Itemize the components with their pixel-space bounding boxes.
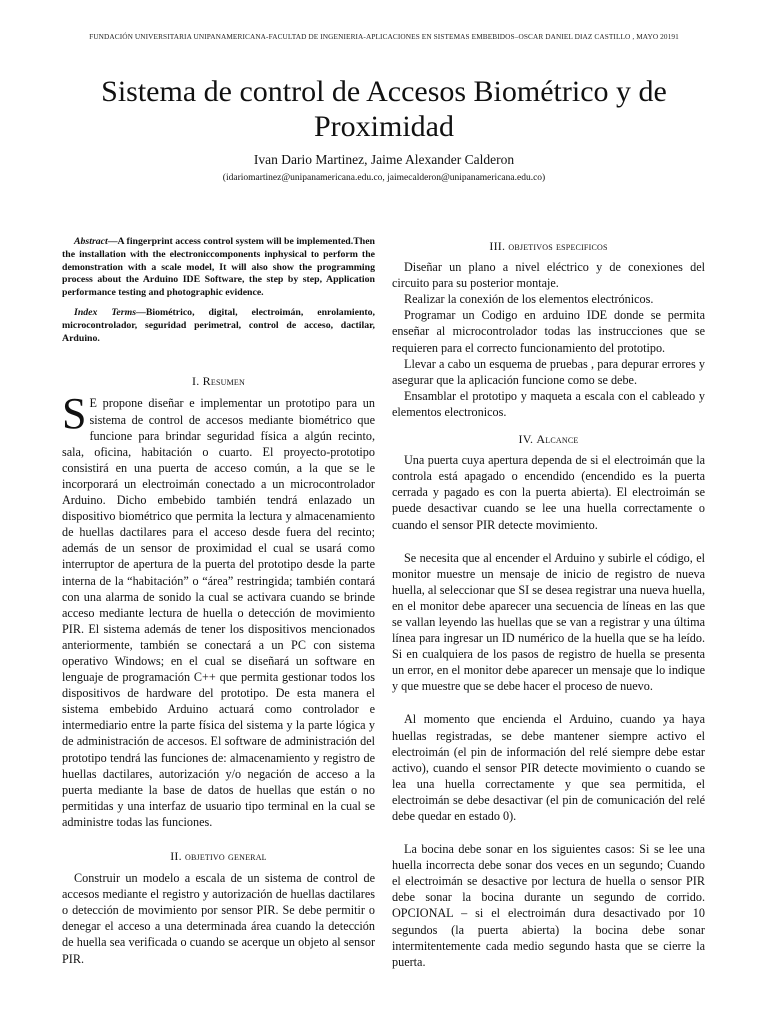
objetivo-general-text: Construir un modelo a escala de un sistema de control de accesos mediante el registro y autorización de huellas dactilares o detección de movimiento por sensor PIR. Se debe permitir o denegar el acceso a una determinada área cuando la detección de huella sea verificada o cuando se acerque un objeto al sensor PIR. [62,871,375,966]
section-title: Alcance [536,432,579,447]
abstract [62,236,375,300]
section-title: objetivos especificos [508,239,608,253]
alcance-paragraph: Al momento que encienda el Arduino, cuando ya haya huellas registradas, se debe mantener siempre activo el electroimán (el pin de información del relé siempre debe estar activo), cuando el sensor PIR detecte movimiento o cuando se lea una huella correctamente y que sea permitida, el electroimán se debe desactivar (el pin de comunicación del relé debe quedar en estado 0). [392,712,705,823]
section-title: Resumen [202,374,245,389]
authors: Ivan Dario Martinez, Jaime Alexander Calderon [253,152,515,167]
section-heading-objetivos-especificos [392,238,705,254]
section-heading-objetivo-general [62,848,375,864]
resumen-paragraph [62,389,375,830]
drop-cap: S [62,389,87,439]
running-header: FUNDACIÓN UNIVERSITARIA UNIPANAMERICANA-FACULTAD DE INGENIERIA-APLICACIONES EN SISTEMAS EMBEBIDOS–OSCAR DANIEL DIAZ CASTILLO , MAYO 20191 [89,32,679,41]
objective-item: Realizar la conexión de los elementos electrónicos. [404,292,654,307]
objective-item: Ensamblar el prototipo y maqueta a escala con el cableado y elementos electronicos. [392,388,705,419]
abstract-label: Abstract [74,236,108,247]
section-heading-alcance [392,431,705,447]
abstract-text: —A fingerprint access control system will be implemented.Then the installation with the electroniccomponents inphysical to perform the demonstration with a scale model, It will also show the programming process about the Arduino IDE Software, the step by step, Application performance testing and photographic evidence. [62,236,375,299]
alcance-paragraph: La bocina debe sonar en los siguientes casos: Si se lee una huella incorrecta debe sonar dos veces en un segundo; Cuando el electroimán se desactive por lectura de huella o sensor PIR debe sonar la bocina durante un segundo de corrido. OPCIONAL – si el electroimán dura desactivado por 10 segundos (la puerta abierta) la bocina debe sonar intermitentemente cada medio segundo hasta que se cierre la puerta. [392,842,705,969]
section-number: II. [170,849,182,863]
resumen-text: E propone diseñar e implementar un prototipo para un sistema de control de accesos mediante biométrico que funcione para brindar seguridad física a algún recinto, sala, oficina, habitación o cuarto. El proyecto-prototipo consistirá en una puerta de acceso común, a la que se le incorporará un electroimán conectado a un microcontrolador Arduino. Dicho embebido también tendrá enlazado un dispositivo biométrico que permita la lectura y almacenamiento de huellas dactilares para el acceso desde fuera del recinto; además de un sensor de proximidad el cual se usará como interruptor de apertura de la puerta del prototipo desde la parte interna de la “habitación” o “área” restringida; también contará con una alarma de sonido la cual se activara cuando se brinde acceso mediante lectura de huella o detección de movimiento PIR. El sistema además de tener los dispositivos mencionados anteriormente, también se conectará a un PC con sistema operativo Windows; en el cual se diseñará un software en lenguaje de programación C++ que permita gestionar todos los dispositivos de hardware del prototipo. De esta manera el sistema embebido Arduino actuará como controlador e intermediario entre la parte física del sistema y la parte lógica y de administración de accesos. El software de administración del prototipo tendrá las funciones de: almacenamiento y registro de huellas dactilares, autorización y/o negación de acceso a la puerta mediante la base de datos de huellas que están o no permitidas y una interfaz de usuario tipo terminal en la cual se administre todas las funciones. [62,396,375,829]
index-terms-text: —Biométrico, digital, electroimán, enrolamiento, microcontrolador, seguridad perimetral, control de acceso, dactilar, Arduino. [62,306,375,344]
objective-item: Programar un Codigo en arduino IDE donde se permita enseñar al microcontrolador todas las instrucciones que se requieren para el correcto funcionamiento del prototipo. [392,308,705,355]
alcance-paragraph: Una puerta cuya apertura dependa de si el electroimán que la controla está apagado o encendido (encendido es la puerta cerrada y pagado es con la puerta abierta). El electroimán se puede desactivar cuando se lee una huella correctamente o cuando el sensor PIR detecte movimiento. [392,453,705,532]
section-heading-resumen [62,373,375,389]
section-number: I. [192,374,200,389]
objective-item: Llevar a cabo un esquema de pruebas , para depurar errores y asegurar que la aplicación funcione como se debe. [392,356,705,387]
paper-title: Sistema de control de Accesos Biométrico y de Proximidad [101,75,667,143]
left-column [62,236,375,967]
author-emails: (idariomartinez@unipanamericana.edu.co, jaimecalderon@unipanamericana.edu.co) [222,173,546,183]
section-number: IV. [518,432,534,447]
index-terms-label: Index Terms [74,306,137,318]
section-number: III. [489,239,506,253]
alcance-paragraph: Se necesita que al encender el Arduino y subirle el código, el monitor muestre un mensaje de inicio de registro de nueva huella, al seleccionar que SI se desea registrar una nueva huella, en el monitor debe aparecer una secuencia de líneas en las que se vallan leyendo las huellas que se van a registrar y una última línea para ingresar un ID numérico de la huella que se ha leído. Si en cualquiera de los pasos de registro de huella se presenta un error, en el monitor debe aparecer un mensaje que lo indique y que muestre que se debe hacer el proceso de nuevo. [392,550,705,694]
right-column [392,238,705,970]
index-terms [62,307,375,345]
section-title: objetivo general [185,849,267,863]
objective-item: Diseñar un plano a nivel eléctrico y de conexiones del circuito para su posterior montaje. [392,260,705,291]
